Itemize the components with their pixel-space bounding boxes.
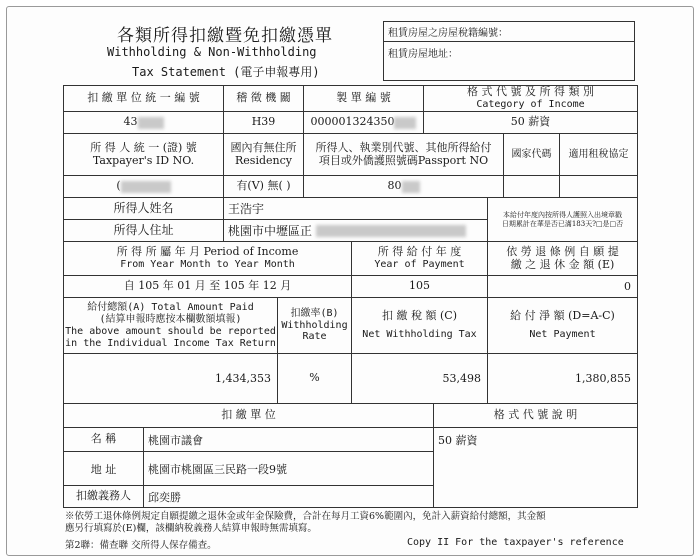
rent-agreement-value [560, 176, 638, 198]
payment-year-label-zh: 所 得 給 付 年 度 [377, 245, 462, 259]
category-value: 50 薪資 [424, 112, 638, 134]
category-label-en: Category of Income [476, 99, 585, 111]
payment-year-label-en: Year of Payment [374, 259, 465, 271]
period-value: 自 105 年 01 月 至 105 年 12 月 [64, 276, 352, 298]
document-title: 各類所得扣繳暨免扣繳憑單 [117, 26, 333, 46]
withholding-tax-label [352, 298, 488, 354]
taxpayer-name-value: 王浩宇 [224, 198, 488, 220]
rental-info-box [383, 21, 635, 81]
period-label [64, 242, 352, 276]
residency-label: 國內有無住所 Residency [224, 134, 304, 176]
net-payment-value: 1,380,855 [488, 354, 638, 404]
period-label-zh: 所 得 所 屬 年 月 Period of Income [116, 245, 299, 259]
category-label [424, 86, 638, 112]
serial-label: 製 單 編 號 [304, 86, 424, 112]
withholding-tax-value: 53,498 [352, 354, 488, 404]
document-subtitle-en-1: Withholding & Non-Withholding [107, 45, 317, 59]
passport-text: 80 [387, 179, 402, 193]
redaction-block [402, 181, 420, 193]
serial-value [304, 112, 424, 134]
withholder-address-value: 桃園市桃園區三民路一段9號 [144, 452, 434, 486]
country-code-label: 國家代碼 [504, 134, 560, 176]
category-label-zh: 格 式 代 號 及 所 得 類 別 [467, 86, 594, 99]
withholding-rate-value: % [278, 354, 352, 404]
rental-address-label: 租賃房屋地址： [388, 49, 458, 60]
taxpayer-id-value [64, 176, 224, 198]
redaction-block [316, 225, 466, 237]
document-subtitle-en-2: Tax Statement (電子申報專用) [132, 65, 320, 79]
withholder-name-value: 桃園市議會 [144, 428, 434, 452]
residency-value: 有(V) 無( ) [224, 176, 304, 198]
taxpayer-name-label: 所得人姓名 [64, 198, 224, 220]
form-grid [63, 85, 638, 508]
net-payment-label [488, 298, 638, 354]
taxpayer-address-text: 桃園市中壢區正 [228, 224, 313, 238]
footer-note: ※依勞工退休條例規定自願提繳之退休金或年金保險費，合計在每月工資6%範圍內，免計入薪資給付總額，其金額 應另行填寫於(E)欄，該欄納稅義務人結算申報時無需填寫。 [65, 511, 546, 535]
country-code-value [504, 176, 560, 198]
total-amount-label: 給付總額(A) Total Amount Paid (結算申報時應按本欄數額填報) The above amount should be reported in the Individual Income Tax Return [64, 298, 278, 354]
unit-id-label: 扣 繳 單 位 統 一 編 號 [64, 86, 224, 112]
rental-tax-no-label: 租賃房屋之房屋稅籍編號： [384, 22, 634, 42]
withholding-obligor-value: 邱奕勝 [144, 486, 434, 508]
period-label-en: From Year Month to Year Month [120, 259, 295, 271]
unit-id-text: 43 [123, 115, 138, 129]
withholder-name-label: 名 稱 [64, 428, 144, 452]
taxpayer-id-text: ( [116, 179, 121, 193]
withholding-tax-label-zh: 扣 繳 稅 額 (C) [382, 309, 457, 323]
net-payment-label-en: Net Payment [529, 329, 596, 341]
unit-id-value [64, 112, 224, 134]
withholding-statement [6, 6, 694, 556]
withholding-rate-label: 扣繳率(B) Withholding Rate [278, 298, 352, 354]
net-payment-label-zh: 給 付 淨 額 (D=A-C) [510, 309, 615, 323]
taxpayer-id-label: 所 得 人 統 一 (證) 號 Taxpayer's ID NO. [64, 134, 224, 176]
withholder-address-label: 地 址 [64, 452, 144, 486]
pension-label: 依 勞 退 條 例 自 願 提 繳 之 退 休 金 額 (E) [488, 242, 638, 276]
redaction-block [394, 117, 416, 129]
passport-value [304, 176, 504, 198]
total-amount-value: 1,434,353 [64, 354, 278, 404]
copy-label-zh: 第2聯：備查聯 交所得人保存備查。 [65, 540, 217, 551]
stay-183-days-note: 本給付年度內按所得人護照入出境章戳 日期累計在華是否已滿183天?□是□否 [488, 198, 638, 242]
format-code-value: 50 薪資 [434, 428, 638, 508]
pension-value: 0 [488, 276, 638, 298]
taxpayer-address-label: 所得人住址 [64, 220, 224, 242]
withholding-obligor-label: 扣繳義務人 [64, 486, 144, 508]
withholder-header: 扣 繳 單 位 [64, 404, 434, 428]
serial-text: 000001324350 [310, 115, 395, 129]
copy-label-en: Copy II For the taxpayer's reference [407, 537, 624, 548]
redaction-block [138, 117, 164, 129]
rent-agreement-label: 適用租稅協定 [560, 134, 638, 176]
agency-value: H39 [224, 112, 304, 134]
withholding-tax-label-en: Net Withholding Tax [362, 329, 477, 341]
taxpayer-address-value [224, 220, 488, 242]
payment-year-label [352, 242, 488, 276]
redaction-block [121, 181, 171, 193]
payment-year-value: 105 [352, 276, 488, 298]
agency-label: 稽 徵 機 關 [224, 86, 304, 112]
format-code-header: 格 式 代 號 說 明 [434, 404, 638, 428]
passport-label: 所得人、執業別代號、其他所得給付 項目或外僑護照號碼Passport NO [304, 134, 504, 176]
